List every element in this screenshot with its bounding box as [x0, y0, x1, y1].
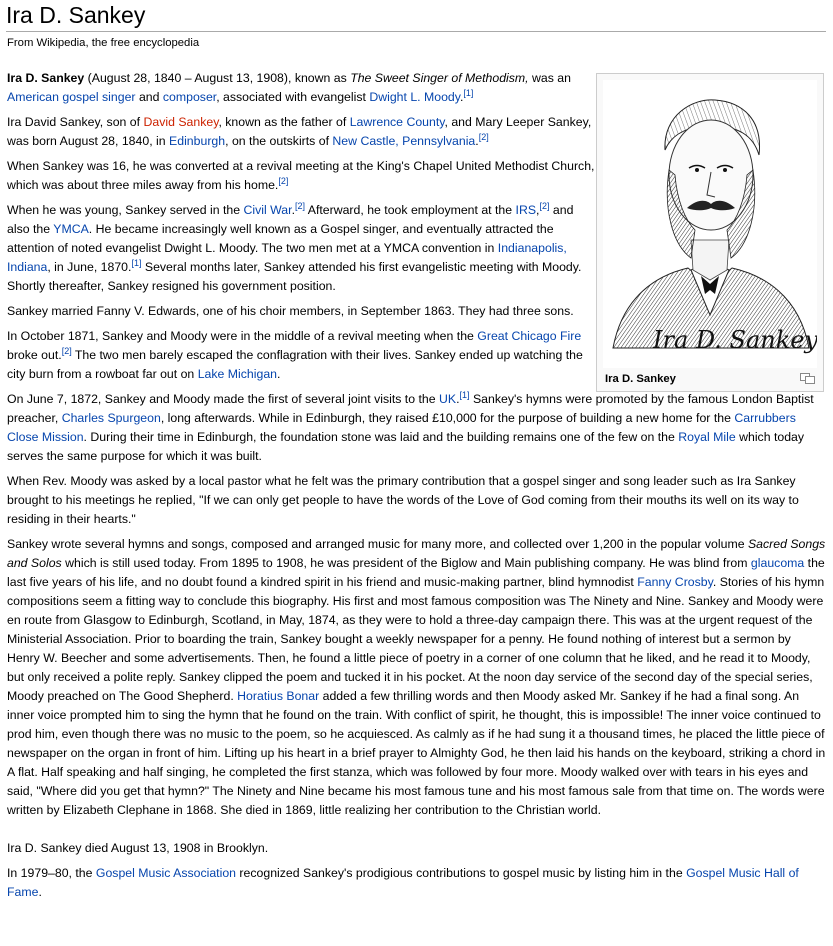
- paragraph-death: Ira D. Sankey died August 13, 1908 in Brooklyn.: [7, 841, 269, 855]
- site-subtitle: From Wikipedia, the free encyclopedia: [7, 37, 200, 49]
- link-edinburgh[interactable]: Edinburgh: [169, 134, 226, 148]
- link-charles-spurgeon[interactable]: Charles Spurgeon: [61, 411, 161, 425]
- citation-ref[interactable]: [1]: [131, 257, 142, 268]
- link-uk[interactable]: UK: [439, 392, 457, 406]
- paragraph-chicago-fire: In October 1871, Sankey and Moody were in the middle of a revival meeting when the Great Chicago Fire broke out.[2] The two men barely escaped the conflagration with their lives. Sankey ended up watching the city burn from a rowboat far out on Lake Michigan.: [7, 329, 583, 381]
- subject-name: Ira D. Sankey: [7, 71, 85, 85]
- link-irs[interactable]: IRS: [515, 203, 537, 217]
- link-gospel-singer[interactable]: gospel singer: [62, 90, 136, 104]
- article-body: [7, 69, 827, 908]
- link-indianapolis[interactable]: Indianapolis, Indiana: [7, 241, 567, 274]
- citation-ref[interactable]: [2]: [61, 345, 72, 356]
- paragraph-birth: Ira David Sankey, son of David Sankey, known as the father of Lawrence County, and Mary Leeper Sankey, was born August 28, 1840, in Edinburgh, on the outskirts of New Castle, Pennsylvania.[2]: [7, 115, 592, 148]
- page-title: Ira D. Sankey: [6, 0, 826, 32]
- paragraph-hall-of-fame: In 1979–80, the Gospel Music Association recognized Sankey's prodigious contributions to gospel music by listing him in the Gospel Music Hall of Fame.: [7, 866, 799, 899]
- link-carrubbers-close-mission[interactable]: Carrubbers Close Mission: [7, 411, 796, 444]
- link-american[interactable]: American: [7, 90, 59, 104]
- citation-ref[interactable]: [2]: [294, 200, 305, 211]
- book-title: Sacred Songs and Solos: [7, 537, 826, 570]
- paragraph-hymns: Sankey wrote several hymns and songs, composed and arranged music for many more, and collected over 1,200 in the popular volume Sacred Songs and Solos which is still used today. From 1895 to 1908, he was president of the Biglow and Main publishing company. He was blind from glaucoma the last five years of his life, and no doubt found a kindred spirit in his friend and music-making partner, blind hymnodist Fanny Crosby. Stories of his hymn compositions seem a fitting way to conclude this biography. His first and most famous composition was The Ninety and Nine. Sankey and Moody were en route from Glasgow to Edinburgh, Scotland, in May, 1874, as they were to hold a three-day campaign there. This was at the urgent request of the Ministerial Association. Prior to boarding the train, Sankey bought a weekly newspaper for a penny. He found nothing of interest but a sermon by Henry W. Beecher and some advertisements. Then, he found a little piece of poetry in a corner of one column that he liked, and he read it to Moody, but only received a polite reply. Sankey clipped the poem and tucked it in his pocket. At the noon day service of the second day of the special series, Moody preached on The Good Shepherd. Horatius Bonar added a few thrilling words and then Moody asked Mr. Sankey if he had a final song. An inner voice prompted him to sing the hymn that he found on the train. With conflict of spirit, he thought, this is impossible! The inner voice continued to prod him, even though there was no music to the poem, so he acquiesced. As calmly as if he had sung it a thousand times, he placed the little piece of newspaper on the organ in front of him. Lifting up his heart in a brief prayer to Almighty God, he then laid his hands on the keyboard, striking a chord in A flat. Half speaking and half singing, he completed the first stanza, which was followed by four more. Moody walked over with tears in his eyes and said, "Where did you get that hymn?" The Ninety and Nine became his most famous tune and his most famous sale from that time on. The words were written by Elizabeth Clephane in 1868. She died in 1869, little realizing her contribution to the Christian world.: [7, 537, 826, 817]
- paragraph-moody-quote: When Rev. Moody was asked by a local pastor what he felt was the primary contribution that a gospel singer and song leader such as Ira Sankey brought to his meetings he replied, "If we can only get people to have the words of the Love of God coming from their mouths its well on its way to residing in their hearts.": [7, 474, 799, 526]
- link-civil-war[interactable]: Civil War: [243, 203, 292, 217]
- infobox-caption: Ira D. Sankey: [605, 373, 676, 385]
- link-gospel-music-association[interactable]: Gospel Music Association: [95, 866, 237, 880]
- link-dwight-moody[interactable]: Dwight L. Moody: [369, 90, 460, 104]
- link-horatius-bonar[interactable]: Horatius Bonar: [237, 689, 320, 703]
- signature: Ira D. Sankey: [653, 326, 817, 354]
- citation-ref[interactable]: [1]: [463, 87, 474, 98]
- link-fanny-crosby[interactable]: Fanny Crosby: [637, 575, 713, 589]
- nickname: The Sweet Singer of Methodism,: [350, 71, 529, 85]
- paragraph-intro: Ira D. Sankey (August 28, 1840 – August 13, 1908), known as The Sweet Singer of Methodism, was an American gospel singer and composer, associated with evangelist Dwight L. Moody.[1]: [7, 71, 571, 104]
- link-new-castle[interactable]: New Castle, Pennsylvania: [332, 134, 476, 148]
- link-lawrence-county[interactable]: Lawrence County: [349, 115, 445, 129]
- link-composer[interactable]: composer: [162, 90, 217, 104]
- link-glaucoma[interactable]: glaucoma: [750, 556, 805, 570]
- paragraph-marriage: Sankey married Fanny V. Edwards, one of his choir members, in September 1863. They had three sons.: [7, 304, 574, 318]
- link-royal-mile[interactable]: Royal Mile: [678, 430, 736, 444]
- paragraph-uk-visits: On June 7, 1872, Sankey and Moody made the first of several joint visits to the UK.[1] Sankey's hymns were promoted by the famous London Baptist preacher, Charles Spurgeon, long afterwards. While in Edinburgh, they raised £10,000 for the purpose of building a new home for the Carrubbers Close Mission. During their time in Edinburgh, the foundation stone was laid and the building remains one of the few on the Royal Mile which today serves the same purpose for which it was built.: [7, 389, 814, 463]
- paragraph-career: When he was young, Sankey served in the Civil War.[2] Afterward, he took employment at the IRS,[2] and also the YMCA. He became increasingly well known as a Gospel singer, and eventually attracted the attention of noted evangelist Dwight L. Moody. The two men met at a YMCA convention in Indianapolis, Indiana, in June, 1870.[1] Several months later, Sankey attended his first evangelistic meeting with Moody. Shortly thereafter, Sankey resigned his government position.: [7, 200, 582, 293]
- link-ymca[interactable]: YMCA: [53, 222, 89, 236]
- citation-ref[interactable]: [2]: [539, 200, 550, 211]
- link-david-sankey[interactable]: David Sankey: [143, 115, 219, 129]
- link-lake-michigan[interactable]: Lake Michigan: [197, 367, 277, 381]
- citation-ref[interactable]: [2]: [478, 131, 489, 142]
- paragraph-spacer: [7, 826, 827, 839]
- paragraph-conversion: When Sankey was 16, he was converted at a revival meeting at the King's Chapel United Methodist Church, which was about three miles away from his home.[2]: [7, 159, 595, 192]
- citation-ref[interactable]: [2]: [278, 175, 289, 186]
- citation-ref[interactable]: [1]: [459, 389, 470, 400]
- link-gospel-music-hall-of-fame[interactable]: Gospel Music Hall of Fame: [7, 866, 799, 899]
- link-great-chicago-fire[interactable]: Great Chicago Fire: [477, 329, 582, 343]
